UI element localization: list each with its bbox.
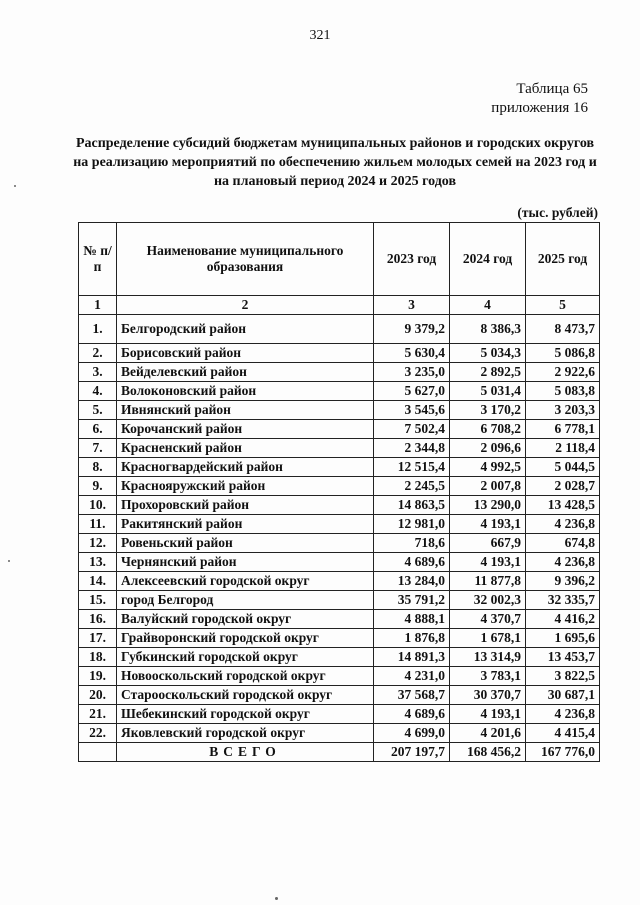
table-row xyxy=(79,458,600,477)
value-2025: 13 428,5 xyxy=(526,496,600,515)
value-2024: 4 992,5 xyxy=(450,458,526,477)
table-row xyxy=(79,420,600,439)
row-number: 13. xyxy=(79,553,117,572)
municipality-name: Белгородский район xyxy=(117,315,374,344)
value-2024: 5 034,3 xyxy=(450,344,526,363)
document-title: Распределение субсидий бюджетам муниципальных районов и городских округов на реализацию мероприятий по обеспечению жильем молодых семей на 2023 год и на плановый период 2024 и 2025 годов xyxy=(73,136,597,189)
value-2023: 9 379,2 xyxy=(374,315,450,344)
appendix-number: приложения 16 xyxy=(491,100,588,116)
row-number: 2. xyxy=(79,344,117,363)
value-2025: 9 396,2 xyxy=(526,572,600,591)
value-2025: 5 083,8 xyxy=(526,382,600,401)
value-2023: 7 502,4 xyxy=(374,420,450,439)
municipality-name: город Белгород xyxy=(117,591,374,610)
value-2024: 4 193,1 xyxy=(450,553,526,572)
value-2023: 3 545,6 xyxy=(374,401,450,420)
total-2024: 168 456,2 xyxy=(450,743,526,762)
value-2025: 2 028,7 xyxy=(526,477,600,496)
value-2023: 14 863,5 xyxy=(374,496,450,515)
page-number: 321 xyxy=(309,28,331,43)
value-2025: 2 922,6 xyxy=(526,363,600,382)
header-2024: 2024 год xyxy=(450,223,526,296)
row-number: 22. xyxy=(79,724,117,743)
value-2024: 667,9 xyxy=(450,534,526,553)
value-2025: 2 118,4 xyxy=(526,439,600,458)
value-2025: 4 236,8 xyxy=(526,553,600,572)
header-row xyxy=(79,223,600,296)
value-2024: 5 031,4 xyxy=(450,382,526,401)
table-row xyxy=(79,705,600,724)
header-num: № п/п xyxy=(79,223,117,296)
row-number: 5. xyxy=(79,401,117,420)
value-2023: 4 888,1 xyxy=(374,610,450,629)
value-2025: 30 687,1 xyxy=(526,686,600,705)
row-number: 11. xyxy=(79,515,117,534)
total-label: ВСЕГО xyxy=(117,743,374,762)
scan-speck xyxy=(8,560,10,562)
value-2024: 8 386,3 xyxy=(450,315,526,344)
municipality-name: Валуйский городской округ xyxy=(117,610,374,629)
municipality-name: Красненский район xyxy=(117,439,374,458)
value-2025: 3 203,3 xyxy=(526,401,600,420)
column-number: 4 xyxy=(450,296,526,315)
value-2024: 1 678,1 xyxy=(450,629,526,648)
table-row xyxy=(79,439,600,458)
value-2023: 5 630,4 xyxy=(374,344,450,363)
value-2025: 13 453,7 xyxy=(526,648,600,667)
row-number: 9. xyxy=(79,477,117,496)
municipality-name: Краснояружский район xyxy=(117,477,374,496)
value-2024: 2 892,5 xyxy=(450,363,526,382)
total-row xyxy=(79,743,600,762)
value-2024: 3 170,2 xyxy=(450,401,526,420)
value-2024: 11 877,8 xyxy=(450,572,526,591)
value-2024: 4 193,1 xyxy=(450,705,526,724)
value-2024: 4 193,1 xyxy=(450,515,526,534)
value-2024: 2 007,8 xyxy=(450,477,526,496)
total-2025: 167 776,0 xyxy=(526,743,600,762)
table-row xyxy=(79,686,600,705)
units-label: (тыс. рублей) xyxy=(517,205,598,220)
value-2024: 13 314,9 xyxy=(450,648,526,667)
municipality-name: Старооскольский городской округ xyxy=(117,686,374,705)
row-number: 7. xyxy=(79,439,117,458)
value-2023: 3 235,0 xyxy=(374,363,450,382)
value-2023: 4 231,0 xyxy=(374,667,450,686)
row-number: 4. xyxy=(79,382,117,401)
value-2024: 4 370,7 xyxy=(450,610,526,629)
municipality-name: Алексеевский городской округ xyxy=(117,572,374,591)
value-2023: 12 515,4 xyxy=(374,458,450,477)
row-number: 12. xyxy=(79,534,117,553)
value-2025: 4 236,8 xyxy=(526,515,600,534)
value-2025: 4 416,2 xyxy=(526,610,600,629)
value-2023: 12 981,0 xyxy=(374,515,450,534)
row-number: 3. xyxy=(79,363,117,382)
municipality-name: Шебекинский городской округ xyxy=(117,705,374,724)
table-reference xyxy=(491,80,588,118)
row-number: 16. xyxy=(79,610,117,629)
row-number: 15. xyxy=(79,591,117,610)
header-2025: 2025 год xyxy=(526,223,600,296)
row-number: 10. xyxy=(79,496,117,515)
value-2024: 2 096,6 xyxy=(450,439,526,458)
table-row xyxy=(79,572,600,591)
column-number-row xyxy=(79,296,600,315)
value-2025: 8 473,7 xyxy=(526,315,600,344)
municipality-name: Волоконовский район xyxy=(117,382,374,401)
municipality-name: Новооскольский городской округ xyxy=(117,667,374,686)
municipality-name: Чернянский район xyxy=(117,553,374,572)
value-2023: 2 344,8 xyxy=(374,439,450,458)
value-2025: 5 044,5 xyxy=(526,458,600,477)
total-num-cell xyxy=(79,743,117,762)
row-number: 14. xyxy=(79,572,117,591)
header-2023: 2023 год xyxy=(374,223,450,296)
value-2023: 4 689,6 xyxy=(374,553,450,572)
municipality-name: Грайворонский городской округ xyxy=(117,629,374,648)
table-row xyxy=(79,401,600,420)
municipality-name: Яковлевский городской округ xyxy=(117,724,374,743)
value-2023: 13 284,0 xyxy=(374,572,450,591)
value-2023: 2 245,5 xyxy=(374,477,450,496)
row-number: 8. xyxy=(79,458,117,477)
value-2024: 6 708,2 xyxy=(450,420,526,439)
row-number: 17. xyxy=(79,629,117,648)
municipality-name: Корочанский район xyxy=(117,420,374,439)
value-2025: 674,8 xyxy=(526,534,600,553)
value-2025: 4 236,8 xyxy=(526,705,600,724)
value-2024: 3 783,1 xyxy=(450,667,526,686)
table-row xyxy=(79,515,600,534)
value-2024: 32 002,3 xyxy=(450,591,526,610)
row-number: 21. xyxy=(79,705,117,724)
table-row xyxy=(79,648,600,667)
column-number: 3 xyxy=(374,296,450,315)
row-number: 20. xyxy=(79,686,117,705)
municipality-name: Вейделевский район xyxy=(117,363,374,382)
table-row xyxy=(79,382,600,401)
row-number: 1. xyxy=(79,315,117,344)
value-2025: 3 822,5 xyxy=(526,667,600,686)
row-number: 18. xyxy=(79,648,117,667)
total-2023: 207 197,7 xyxy=(374,743,450,762)
value-2025: 32 335,7 xyxy=(526,591,600,610)
table-row xyxy=(79,591,600,610)
column-number: 2 xyxy=(117,296,374,315)
row-number: 19. xyxy=(79,667,117,686)
municipality-name: Борисовский район xyxy=(117,344,374,363)
column-number: 1 xyxy=(79,296,117,315)
municipality-name: Ивнянский район xyxy=(117,401,374,420)
value-2023: 35 791,2 xyxy=(374,591,450,610)
scan-speck xyxy=(14,185,16,187)
value-2023: 14 891,3 xyxy=(374,648,450,667)
table-row xyxy=(79,724,600,743)
value-2023: 5 627,0 xyxy=(374,382,450,401)
table-row xyxy=(79,363,600,382)
value-2024: 13 290,0 xyxy=(450,496,526,515)
table-row xyxy=(79,315,600,344)
value-2023: 1 876,8 xyxy=(374,629,450,648)
municipality-name: Прохоровский район xyxy=(117,496,374,515)
value-2023: 718,6 xyxy=(374,534,450,553)
municipality-name: Красногвардейский район xyxy=(117,458,374,477)
table-row xyxy=(79,610,600,629)
value-2024: 30 370,7 xyxy=(450,686,526,705)
value-2023: 4 689,6 xyxy=(374,705,450,724)
subsidy-table xyxy=(78,222,600,762)
value-2025: 5 086,8 xyxy=(526,344,600,363)
table-row xyxy=(79,553,600,572)
header-name: Наименование муниципального образования xyxy=(117,223,374,296)
value-2024: 4 201,6 xyxy=(450,724,526,743)
municipality-name: Губкинский городской округ xyxy=(117,648,374,667)
column-number: 5 xyxy=(526,296,600,315)
table-row xyxy=(79,344,600,363)
table-row xyxy=(79,477,600,496)
table-row xyxy=(79,534,600,553)
value-2025: 6 778,1 xyxy=(526,420,600,439)
value-2023: 4 699,0 xyxy=(374,724,450,743)
scan-speck xyxy=(275,897,278,900)
value-2025: 1 695,6 xyxy=(526,629,600,648)
table-number: Таблица 65 xyxy=(516,81,588,97)
municipality-name: Ровеньский район xyxy=(117,534,374,553)
table-row xyxy=(79,496,600,515)
table-row xyxy=(79,629,600,648)
municipality-name: Ракитянский район xyxy=(117,515,374,534)
table-row xyxy=(79,667,600,686)
value-2023: 37 568,7 xyxy=(374,686,450,705)
value-2025: 4 415,4 xyxy=(526,724,600,743)
row-number: 6. xyxy=(79,420,117,439)
